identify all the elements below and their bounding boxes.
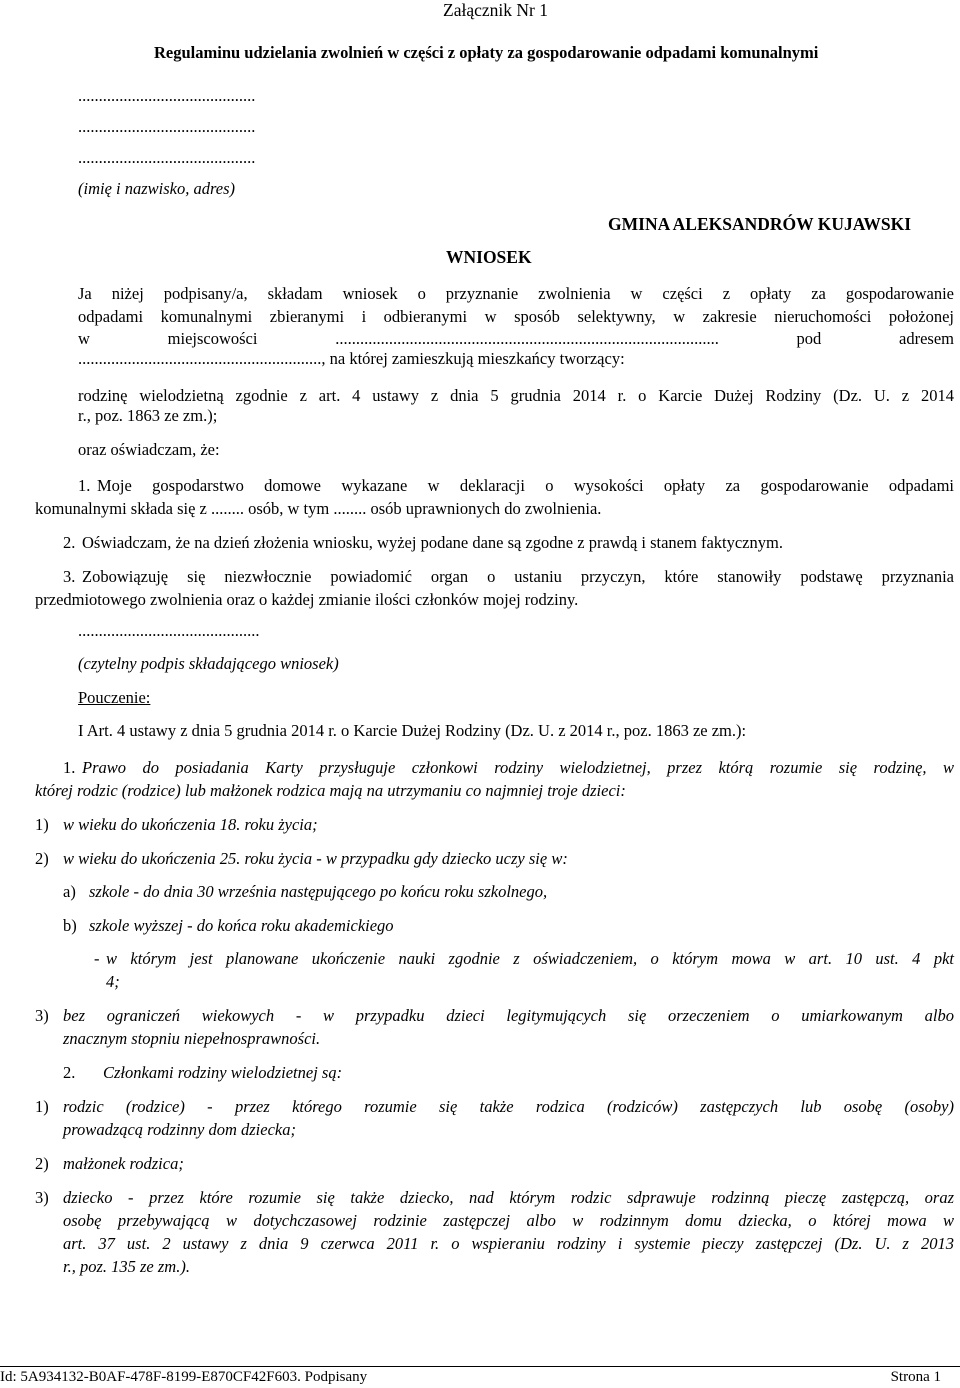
instruction-heading: I Art. 4 ustawy z dnia 5 grudnia 2014 r. o Karcie Dużej Rodziny (Dz. U. z 2014 r., poz. 1863 ze zm.): — [78, 721, 747, 740]
point-1-line-1: Moje gospodarstwo domowe wykazane w deklaracji o wysokości opłaty za gospodarowanie odpadami — [97, 476, 954, 495]
point-1-line-2: komunalnymi składa się z ........ osób, w tym ........ osób uprawnionych do zwolnienia. — [35, 499, 602, 518]
item-2-text: w wieku do ukończenia 25. roku życia - w przypadku gdy dziecko uczy się w: — [63, 849, 568, 868]
sub-item-a-text: szkole - do dnia 30 września następującego po końcu roku szkolnego, — [89, 882, 548, 901]
point-3-line-1: Zobowiązuję się niezwłocznie powiadomić organ o ustaniu przyczyn, które stanowiły podstawę przyznania — [82, 567, 954, 586]
item-1-text: w wieku do ukończenia 18. roku życia; — [63, 815, 318, 834]
member-number: 2) — [35, 1154, 49, 1173]
intro-line-1: Ja niżej podpisany/a, składam wniosek o przyznanie zwolnienia w części z opłaty za gospodarowanie — [78, 284, 954, 303]
family-line-1: rodzinę wielodzietną zgodnie z art. 4 ustawy z dnia 5 grudnia 2014 r. o Karcie Dużej Rodziny (Dz. U. z 2014 — [78, 386, 954, 405]
instruction-p2-text: Członkami rodziny wielodzietnej są: — [103, 1063, 343, 1082]
item-3-line-2: znacznym stopniu niepełnosprawności. — [63, 1029, 321, 1048]
instruction-number: 1. — [63, 758, 76, 777]
member-3-line-4: r., poz. 135 ze zm.). — [63, 1257, 190, 1276]
point-number: 3. — [63, 567, 76, 586]
instruction-number: 2. — [63, 1063, 76, 1082]
dash-bullet: - — [94, 949, 100, 968]
attachment-label: Załącznik Nr 1 — [443, 0, 548, 20]
applicant-line-2: ........................................... — [78, 117, 256, 136]
instruction-p1-line-1: Prawo do posiadania Karty przysługuje członkowi rodziny wielodzietnej, przez którą rozumie się rodzinę, w — [82, 758, 954, 777]
signature-line: ............................................ — [78, 621, 260, 640]
item-3-line-1: bez ograniczeń wiekowych - w przypadku dzieci legitymujących się orzeczeniem o umiarkowanym albo — [63, 1006, 954, 1025]
item-number: 3) — [35, 1006, 49, 1025]
recipient: GMINA ALEKSANDRÓW KUJAWSKI — [608, 214, 912, 234]
item-number: 1) — [35, 815, 49, 834]
signature-caption: (czytelny podpis składającego wniosek) — [78, 654, 339, 673]
regulation-title: Regulaminu udzielania zwolnień w części z opłaty za gospodarowanie odpadami komunalnymi — [154, 43, 819, 62]
instruction-p1-line-2: której rodzic (rodzice) lub małżonek rodzica mają na utrzymaniu co najmniej troje dzieci: — [35, 781, 626, 800]
intro-line-3: w miejscowości ............................................................................................. pod adresem — [78, 329, 954, 348]
footer-page-number: Strona 1 — [890, 1369, 941, 1385]
family-line-2: r., poz. 1863 ze zm.); — [78, 406, 218, 425]
point-2-text: Oświadczam, że na dzień złożenia wniosku, wyżej podane dane są zgodne z prawdą i stanem faktycznym. — [82, 533, 783, 552]
member-2-text: małżonek rodzica; — [63, 1154, 184, 1173]
dash-line-2: 4; — [106, 972, 120, 991]
member-1-line-2: prowadzącą rodzinny dom dziecka; — [63, 1120, 296, 1139]
applicant-line-3: ........................................... — [78, 148, 256, 167]
footer-id: Id: 5A934132-B0AF-478F-8199-E870CF42F603. Podpisany — [0, 1369, 368, 1385]
applicant-caption: (imię i nazwisko, adres) — [78, 179, 236, 198]
applicant-line-1: ........................................... — [78, 86, 256, 105]
point-number: 2. — [63, 533, 76, 552]
sub-item-letter: b) — [63, 916, 77, 935]
member-number: 1) — [35, 1097, 49, 1116]
member-3-line-3: art. 37 ust. 2 ustawy z dnia 9 czerwca 2011 r. o wspieraniu rodziny i systemie pieczy zastępczej (Dz. U. z 2013 — [63, 1234, 954, 1253]
sub-item-b-text: szkole wyższej - do końca roku akademickiego — [89, 916, 394, 935]
point-number: 1. — [78, 476, 91, 495]
document-title: WNIOSEK — [446, 247, 532, 267]
declaration-intro: oraz oświadczam, że: — [78, 440, 220, 459]
instruction-label: Pouczenie: — [78, 688, 151, 707]
intro-line-2: odpadami komunalnymi zbieranymi i odbieranymi w sposób selektywny, w zakresie nieruchomości położonej — [78, 307, 954, 326]
member-number: 3) — [35, 1188, 49, 1207]
member-3-line-1: dziecko - przez które rozumie się także dziecko, nad którym rodzic sdprawuje rodzinną pieczę zastępczą, oraz — [63, 1188, 954, 1207]
sub-item-letter: a) — [63, 882, 76, 901]
dash-line-1: w którym jest planowane ukończenie nauki zgodnie z oświadczeniem, o którym mowa w art. 10 ust. 4 pkt — [106, 949, 954, 968]
point-3-line-2: przedmiotowego zwolnienia oraz o każdej zmianie ilości członków mojej rodziny. — [35, 590, 579, 609]
item-number: 2) — [35, 849, 49, 868]
member-3-line-2: osobę przebywającą w dotychczasowej rodzinie zastępczej albo w rodzinnym domu dziecka, o której mowa w — [63, 1211, 954, 1230]
member-1-line-1: rodzic (rodzice) - przez którego rozumie się także rodzica (rodziców) zastępczych lub osobę (osoby) — [63, 1097, 954, 1116]
footer-divider — [0, 1366, 960, 1367]
intro-line-4: ..........................................................., na której zamieszkują mieszkańcy tworzący: — [78, 349, 625, 368]
